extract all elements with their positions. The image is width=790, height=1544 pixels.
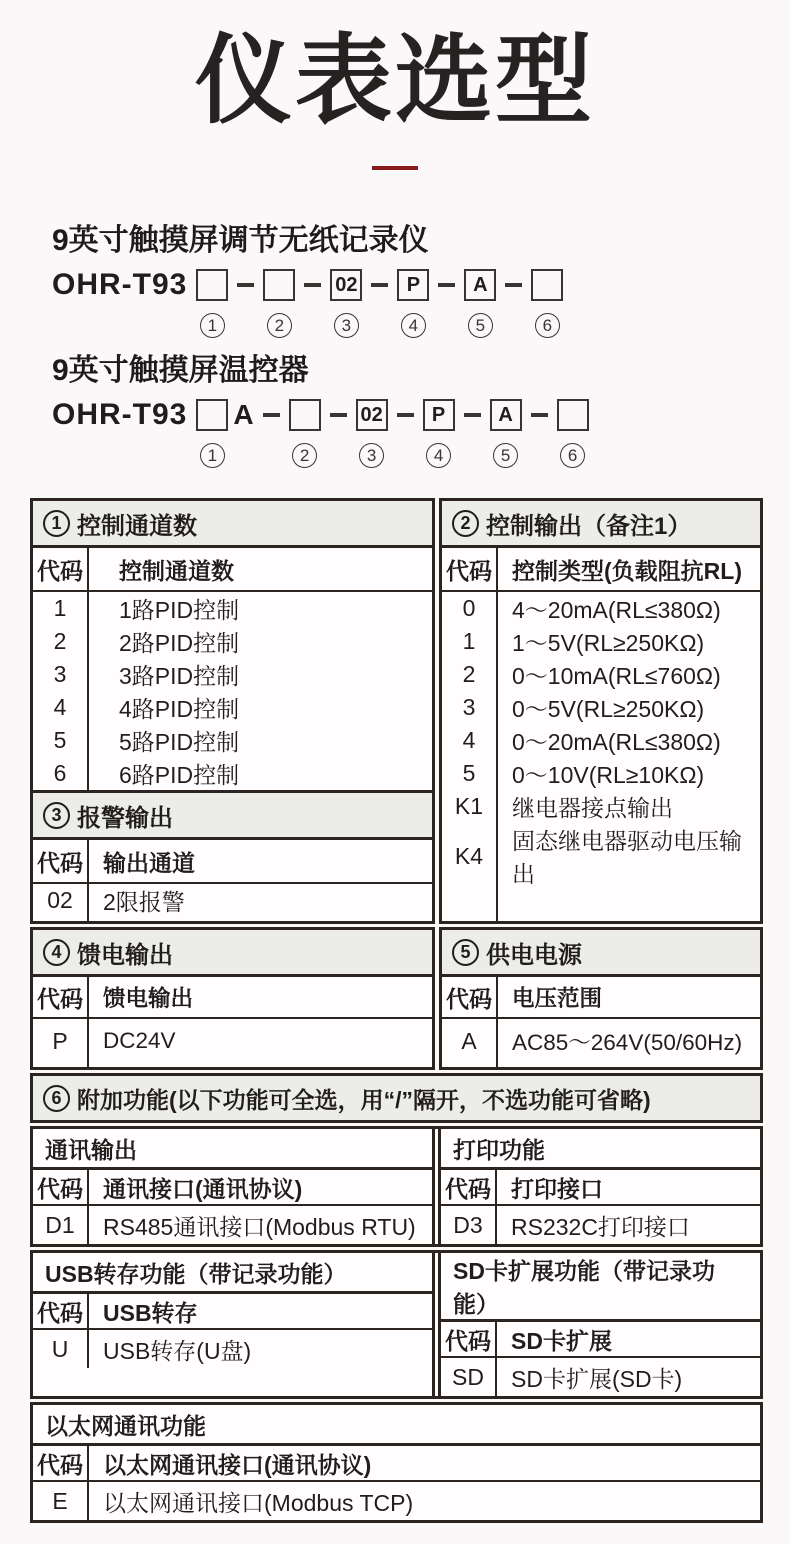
section-3-number: 3	[43, 802, 70, 829]
code-column-header: 代码	[33, 548, 89, 590]
code-cell: 02	[33, 884, 89, 917]
model-box: A	[464, 269, 496, 301]
section-3-title: 报警输出	[77, 804, 173, 832]
code-cell: 0	[442, 592, 498, 625]
code-cell: 3	[442, 691, 498, 724]
code-column-header: 代码	[442, 977, 498, 1017]
model-code-line	[52, 268, 760, 338]
table-row	[33, 658, 432, 691]
model-prefix: OHR-T93	[52, 268, 188, 302]
value-column-header: USB转存	[103, 1299, 198, 1326]
comm-and-print-block	[30, 1126, 763, 1247]
model-dash	[505, 283, 522, 287]
slot-number: 3	[334, 313, 359, 338]
subsection-sd	[438, 1253, 760, 1396]
value-cell: 0～20mA(RL≤380Ω)	[512, 729, 721, 756]
usb-sd-grid	[33, 1253, 760, 1396]
code-cell: D3	[441, 1206, 497, 1244]
model-slot	[356, 398, 388, 468]
slot-number: 6	[560, 443, 585, 468]
model-box	[196, 269, 228, 301]
code-cell: 5	[442, 757, 498, 790]
subsection-eth-title: 以太网通讯功能	[33, 1405, 760, 1446]
table-row	[442, 658, 760, 691]
table-row	[33, 724, 432, 757]
product-name: 9英寸触摸屏温控器	[52, 354, 309, 388]
model-box	[289, 399, 321, 431]
section-5-title: 供电电源	[486, 941, 582, 969]
table-row	[33, 1206, 432, 1244]
table-row	[33, 592, 432, 625]
code-column-header: 代码	[442, 548, 498, 590]
subsection-comm-title: 通讯输出	[33, 1129, 432, 1170]
band-channels-and-output	[30, 498, 763, 924]
model-dash	[371, 283, 388, 287]
model-box-suffix: A	[233, 399, 254, 431]
model-dash	[263, 413, 280, 417]
model-box	[196, 399, 228, 431]
value-cell: DC24V	[103, 1028, 176, 1054]
value-cell: 0～10V(RL≥10KΩ)	[512, 762, 705, 789]
subsection-eth-table	[33, 1446, 760, 1520]
section-control-channels-block	[30, 498, 435, 924]
value-column-header: 电压范围	[512, 986, 603, 1012]
value-column-header: 输出通道	[103, 849, 195, 876]
slot-number: 1	[200, 313, 225, 338]
code-column-header: 代码	[441, 1170, 497, 1204]
model-box: 02	[330, 269, 362, 301]
section-5-number: 5	[452, 939, 479, 966]
table-row	[33, 757, 432, 790]
section-control-output-block	[439, 498, 763, 924]
code-cell: 4	[442, 724, 498, 757]
section-power-supply-block	[439, 927, 763, 1070]
table-row	[33, 691, 432, 724]
table-header-row	[442, 548, 760, 592]
table-row	[442, 592, 760, 625]
code-column-header: 代码	[33, 840, 89, 882]
code-column-header: 代码	[33, 1294, 89, 1328]
value-cell: 3路PID控制	[119, 663, 240, 690]
code-cell: P	[33, 1019, 89, 1063]
usb-and-sd-block	[30, 1250, 763, 1399]
subsection-print	[438, 1129, 760, 1244]
model-box: A	[490, 399, 522, 431]
section-3-table	[33, 840, 432, 921]
model-box: 02	[356, 399, 388, 431]
model-dash	[438, 283, 455, 287]
table-header-row	[33, 1446, 760, 1482]
model-slot	[196, 268, 228, 338]
subsection-print-title: 打印功能	[441, 1129, 760, 1170]
product-name: 9英寸触摸屏调节无纸记录仪	[52, 224, 429, 258]
code-cell: 3	[33, 658, 89, 691]
model-box	[263, 269, 295, 301]
code-cell: E	[33, 1482, 89, 1520]
code-cell: 1	[33, 592, 89, 625]
ethernet-block	[30, 1402, 763, 1523]
model-dash	[237, 283, 254, 287]
slot-number: 4	[401, 313, 426, 338]
code-cell: 4	[33, 691, 89, 724]
title-underline	[372, 166, 418, 170]
model-slot	[196, 398, 253, 468]
section-1-table	[33, 548, 432, 790]
model-slot	[464, 268, 496, 338]
band-feed-and-power	[30, 927, 763, 1070]
value-cell: RS485通讯接口(Modbus RTU)	[103, 1213, 416, 1240]
table-row	[33, 884, 432, 917]
model-dash	[531, 413, 548, 417]
subsection-usb-table	[33, 1294, 432, 1396]
table-row	[442, 757, 760, 790]
model-slot	[263, 268, 295, 338]
table-header-row	[33, 840, 432, 884]
code-cell: K1	[442, 790, 498, 823]
table-row	[442, 1019, 760, 1063]
table-row	[442, 823, 760, 889]
value-cell: 5路PID控制	[119, 729, 240, 756]
code-column-header: 代码	[33, 1170, 89, 1204]
section-6-header-block	[30, 1073, 763, 1123]
table-header-row	[33, 977, 432, 1019]
product-model-area	[52, 224, 760, 468]
value-cell: 2限报警	[103, 889, 185, 916]
subsection-sd-table	[441, 1322, 760, 1396]
code-cell: 2	[442, 658, 498, 691]
table-header-row	[33, 1170, 432, 1206]
table-row	[442, 691, 760, 724]
model-slot	[330, 268, 362, 338]
subsection-comm-table	[33, 1170, 432, 1244]
section-feed-output-block	[30, 927, 435, 1070]
slot-number: 5	[468, 313, 493, 338]
model-box	[531, 269, 563, 301]
value-cell: 6路PID控制	[119, 762, 240, 789]
product-temp-controller	[52, 354, 760, 468]
table-header-row	[33, 548, 432, 592]
slot-number: 4	[426, 443, 451, 468]
code-cell: 2	[33, 625, 89, 658]
value-cell: AC85～264V(50/60Hz)	[512, 1030, 743, 1056]
selection-table	[30, 498, 763, 1523]
code-cell: K4	[442, 823, 498, 889]
section-6-number: 6	[43, 1085, 70, 1112]
table-row	[441, 1358, 760, 1396]
section-1-title: 控制通道数	[77, 512, 197, 540]
value-cell: 固态继电器驱动电压输出	[512, 828, 742, 888]
code-cell: D1	[33, 1206, 89, 1244]
table-header-row	[441, 1322, 760, 1358]
section-2-table	[442, 548, 760, 921]
value-cell: 1路PID控制	[119, 597, 240, 624]
code-cell: 1	[442, 625, 498, 658]
code-cell: A	[442, 1019, 498, 1063]
model-slot	[557, 398, 589, 468]
section-6-title: 附加功能(以下功能可全选，用“/”隔开，不选功能可省略)	[77, 1086, 651, 1113]
code-cell: 5	[33, 724, 89, 757]
value-column-header: SD卡扩展	[511, 1327, 612, 1354]
section-2-title: 控制输出（备注1）	[486, 512, 692, 540]
value-column-header: 通讯接口(通讯协议)	[103, 1175, 303, 1202]
slot-number: 3	[359, 443, 384, 468]
section-1-header	[33, 501, 432, 548]
table-row	[442, 790, 760, 823]
section-4-number: 4	[43, 939, 70, 966]
model-prefix: OHR-T93	[52, 398, 188, 432]
table-header-row	[441, 1170, 760, 1206]
table-row	[442, 724, 760, 757]
value-column-header: 控制类型(负载阻抗RL)	[512, 557, 742, 584]
value-column-header: 馈电输出	[103, 986, 194, 1012]
slot-number: 2	[267, 313, 292, 338]
value-cell: 4路PID控制	[119, 696, 240, 723]
model-dash	[304, 283, 321, 287]
table-row	[33, 1019, 432, 1063]
section-4-header	[33, 930, 432, 977]
page-title: 仪表选型	[195, 26, 595, 135]
comm-print-grid	[33, 1129, 760, 1244]
value-cell: SD卡扩展(SD卡)	[511, 1365, 683, 1392]
model-slot	[423, 398, 455, 468]
model-box	[557, 399, 589, 431]
value-cell: 0～10mA(RL≤760Ω)	[512, 663, 721, 690]
model-dash	[330, 413, 347, 417]
section-2-number: 2	[452, 510, 479, 537]
filler-row	[33, 1063, 432, 1067]
model-box: P	[397, 269, 429, 301]
section-4-table	[33, 977, 432, 1067]
filler-row	[442, 1063, 760, 1067]
filler-row	[442, 889, 760, 921]
section-4-title: 馈电输出	[77, 941, 173, 969]
filler-row	[33, 917, 432, 921]
table-row	[33, 1482, 760, 1520]
value-cell: RS232C打印接口	[511, 1213, 690, 1240]
section-2-header	[442, 501, 760, 548]
model-slot	[289, 398, 321, 468]
value-cell: 0～5V(RL≥250KΩ)	[512, 696, 705, 723]
model-slot	[490, 398, 522, 468]
value-cell: 以太网通讯接口(Modbus TCP)	[103, 1489, 414, 1516]
model-code-line	[52, 398, 760, 468]
table-row	[33, 625, 432, 658]
code-column-header: 代码	[441, 1322, 497, 1356]
model-box: P	[423, 399, 455, 431]
table-header-row	[33, 1294, 432, 1330]
model-dash	[397, 413, 414, 417]
section-5-table	[442, 977, 760, 1067]
subsection-sd-title: SD卡扩展功能（带记录功能）	[441, 1253, 760, 1322]
value-column-header: 控制通道数	[119, 557, 234, 584]
table-row	[442, 625, 760, 658]
model-slot	[397, 268, 429, 338]
section-1-number: 1	[43, 510, 70, 537]
subsection-usb-title: USB转存功能（带记录功能）	[33, 1253, 432, 1294]
table-header-row	[442, 977, 760, 1019]
code-cell: U	[33, 1330, 89, 1368]
model-dash	[464, 413, 481, 417]
value-column-header: 打印接口	[511, 1175, 603, 1202]
slot-number: 1	[200, 443, 225, 468]
value-cell: 1～5V(RL≥250KΩ)	[512, 630, 705, 657]
subsection-comm	[33, 1129, 435, 1244]
code-column-header: 代码	[33, 1446, 89, 1480]
product-recorder	[52, 224, 760, 338]
value-cell: 2路PID控制	[119, 630, 240, 657]
section-5-header	[442, 930, 760, 977]
value-cell: 继电器接点输出	[512, 795, 673, 822]
subsection-usb	[33, 1253, 435, 1396]
slot-number: 2	[292, 443, 317, 468]
value-cell: USB转存(U盘)	[103, 1337, 252, 1364]
code-cell: 6	[33, 757, 89, 790]
section-3-header	[33, 790, 432, 840]
code-cell: SD	[441, 1358, 497, 1396]
code-column-header: 代码	[33, 977, 89, 1017]
table-row	[33, 1330, 432, 1368]
subsection-print-table	[441, 1170, 760, 1244]
table-row	[441, 1206, 760, 1244]
slot-number: 6	[535, 313, 560, 338]
model-slot	[531, 268, 563, 338]
value-cell: 4～20mA(RL≤380Ω)	[512, 597, 721, 624]
section-6-header	[33, 1076, 760, 1120]
value-column-header: 以太网通讯接口(通讯协议)	[103, 1451, 372, 1478]
slot-number: 5	[493, 443, 518, 468]
